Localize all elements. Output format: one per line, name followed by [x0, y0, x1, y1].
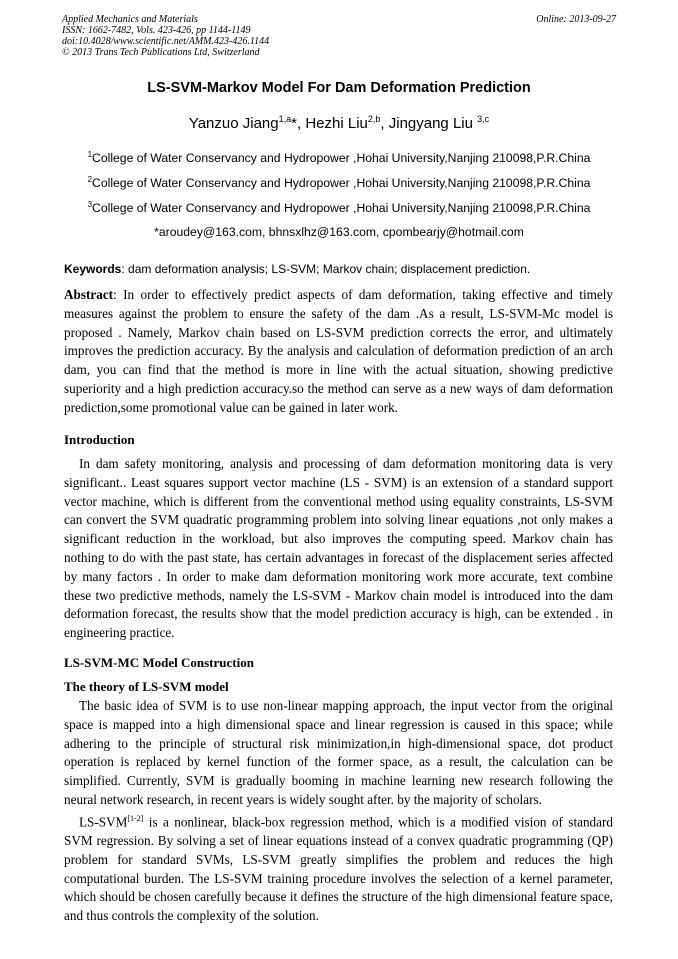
keywords-text: : dam deformation analysis; LS-SVM; Markov chain; displacement prediction.	[121, 262, 531, 276]
affiliation-sup: 3	[87, 200, 93, 209]
subsection-heading-theory: The theory of LS-SVM model	[64, 679, 229, 694]
introduction-paragraph: In dam safety monitoring, analysis and processing of dam deformation monitoring data is very significant.. Least squares support vector machine (LS - SVM) is an extension of a standard support vector machine, which is different from the conventional method using equality constraints, LS-SVM can convert the SVM quadratic programming problem into solving linear equations ,not only makes a significant reduction in the workload, but also improves the computing speed. Markov chain has nothing to do with the past state, has certain advantages in forecast of the displacement series affected by many factors . In order to make dam deformation monitoring work more accurate, text combine these two predictive methods, namely the LS-SVM - Markov chain model is introduced into the dam deformation forecast, the results show that the model prediction accuracy is high, can be extended . in engineering practice.	[64, 456, 613, 641]
affiliation	[0, 175, 678, 190]
section-heading-model: LS-SVM-MC Model Construction	[64, 655, 254, 670]
lssvm-term: LS-SVM	[79, 814, 128, 830]
introduction-body	[64, 455, 613, 643]
keywords-label: Keywords	[64, 262, 122, 276]
author-list	[0, 114, 678, 132]
author-name: Jingyang Liu	[388, 115, 473, 132]
theory-paragraph: The basic idea of SVM is to use non-linear mapping approach, the input vector from the original space is mapped into a high dimensional space and linear regression is caused in this space; while adhering to the principle of structural risk minimization,in high-dimensional space, dot product operation is replaced by kernel function of the former space, as a result, the calculation can be simplified. Currently, SVM is gradually booming in machine learning new research following the neural network research, in recent years is widely sought after. by the majority of scholars.	[64, 698, 613, 807]
author-sup: 2,b	[367, 114, 381, 124]
abstract-label: Abstract	[64, 287, 114, 302]
corresponding-star: *	[291, 115, 297, 132]
lssvm-text: is a nonlinear, black-box regression method, which is a modified vision of standard SVM regression. By solving a set of linear equations instead of a convex quadratic programming (QP) problem for standard SVMs, LS-SVM greatly simplifies the problem and reduces the high computational burden. The LS-SVM training procedure involves the selection of a kernel parameter, which should be chosen carefully because it defines the structure of the high dimensional feature space, and thus controls the complexity of the solution.	[64, 814, 613, 924]
affiliation-text: College of Water Conservancy and Hydropower ,Hohai University,Nanjing 210098,P.R.China	[92, 201, 591, 216]
affiliation	[0, 200, 678, 215]
journal-name: Applied Mechanics and Materials	[62, 14, 198, 25]
affiliation-sup: 1	[87, 150, 93, 159]
doi-line: doi:10.4028/www.scientific.net/AMM.423-426.1144	[62, 36, 270, 47]
affiliation-text: College of Water Conservancy and Hydropower ,Hohai University,Nanjing 210098,P.R.China	[92, 151, 591, 166]
affiliation-text: College of Water Conservancy and Hydropower ,Hohai University,Nanjing 210098,P.R.China	[92, 176, 591, 191]
paper-title: LS-SVM-Markov Model For Dam Deformation Prediction	[147, 80, 531, 96]
online-date: Online: 2013-09-27	[536, 14, 616, 25]
lssvm-paragraph	[64, 810, 613, 926]
theory-body	[64, 697, 613, 926]
author-separator: ,	[380, 115, 389, 132]
keywords	[64, 262, 616, 276]
abstract	[64, 286, 613, 418]
journal-header	[62, 14, 616, 58]
issn-line: ISSN: 1662-7482, Vols. 423-426, pp 1144-1149	[62, 25, 251, 36]
author-sup: 3,c	[477, 114, 490, 124]
affiliation	[0, 150, 678, 165]
author-separator: ,	[296, 115, 306, 132]
copyright-line: © 2013 Trans Tech Publications Ltd, Switzerland	[62, 47, 260, 58]
affiliation-sup: 2	[87, 175, 93, 184]
email-line: *aroudey@163.com, bhnsxlhz@163.com, cpombearjy@hotmail.com	[154, 225, 524, 239]
abstract-text: : In order to effectively predict aspects of dam deformation, taking effective and timely measures against the problem to ensure the safety of the dam .As a result, LS-SVM-Mc model is proposed . Namely, Markov chain based on LS-SVM prediction corrects the error, and ultimately improves the prediction accuracy. By the analysis and calculation of deformation prediction of an arch dam, you can find that the method is more in line with the actual situation, showing predictive superiority and a high prediction accuracy.so the method can serve as a new ways of dam deformation prediction,some promotional value can be gained in later work.	[64, 287, 613, 415]
citation: [1-2]	[127, 813, 144, 823]
author-sup: 1,a	[278, 114, 292, 124]
author-name: Yanzuo Jiang	[188, 115, 279, 132]
author-name: Hezhi Liu	[305, 115, 368, 132]
section-heading-introduction: Introduction	[64, 432, 135, 447]
